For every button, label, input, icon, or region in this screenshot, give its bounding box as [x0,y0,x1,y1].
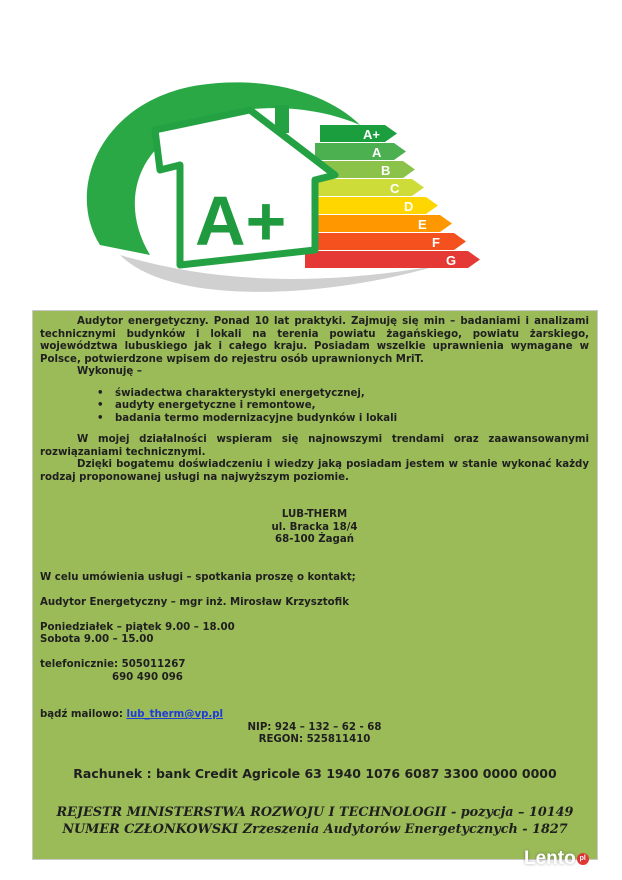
phone-label: telefonicznie: [40,659,122,670]
trends-paragraph: W mojej działalności wspieram się najnowszymi trendami oraz zaawansowanymi rozwiązaniami technicznymi. [40,434,589,458]
email-label: bądź mailowo: [40,709,127,720]
nip-number: NIP: 924 – 132 – 62 - 68 [247,721,382,733]
lento-watermark [524,848,589,870]
phone-line [40,659,589,672]
bank-account: Rachunek : bank Credit Agricole 63 1940 1076 6087 3300 0000 0000 [73,766,557,781]
registry-info [32,804,598,838]
energy-class-logo [60,70,510,300]
house-rating-label: A+ [195,182,287,260]
company-street: ul. Bracka 18/4 [271,521,358,533]
registry-line-2: NUMER CZŁONKOWSKI Zrzeszenia Audytorów Energetycznych - 1827 [62,822,568,837]
email-line [40,709,589,722]
service-item: • audyty energetyczne i remontowe, [115,400,589,413]
services-list [40,388,589,426]
energy-bar [305,215,452,232]
energy-bar-label: D [404,199,414,214]
energy-bar-label: A+ [363,127,380,142]
registry-line-1: REJESTR MINISTERSTWA ROZWOJU I TECHNOLOGII - pozycja – 10149 [56,805,574,820]
experience-paragraph: Dzięki bogatemu doświadczeniu i wiedzy jaką posiadam jestem w stanie wykonać każdy rodzaj proponowanej usługi na najwyższym poziomie. [40,459,589,483]
energy-bar-label: G [446,253,457,268]
company-name: LUB-THERM [281,509,348,520]
energy-bar [315,143,406,160]
phone-number-1[interactable]: 505011267 [121,659,186,670]
service-item: • badania termo modernizacyjne budynków i lokali [115,413,589,426]
watermark-brand: Lento [524,848,576,869]
watermark-suffix: pl [577,853,589,865]
services-heading: Wykonuję – [77,366,142,377]
energy-bar-label: A [372,145,382,160]
hours-weekdays: Poniedziałek – piątek 9.00 – 18.00 [40,621,235,633]
service-item: • świadectwa charakterystyki energetycznej, [115,388,589,401]
phone-number-2[interactable]: 690 490 096 [112,671,183,683]
energy-bar-label: F [432,235,440,250]
auditor-name: Audytor Energetyczny – mgr inż. Mirosław Krzysztofik [40,596,349,608]
company-city: 68-100 Żagań [275,534,354,545]
content-text [40,316,589,747]
energy-rating-bars [305,125,480,268]
energy-bar-label: C [390,181,400,196]
energy-bar [320,125,397,142]
chimney-icon [275,105,289,133]
hours-saturday: Sobota 9.00 – 15.00 [40,634,154,645]
regon-number: REGON: 525811410 [258,734,371,745]
energy-bar-label: B [381,163,391,178]
contact-intro: W celu umówienia usługi – spotkania proszę o kontakt; [40,571,356,583]
energy-bar [305,233,466,250]
energy-bar [305,197,438,214]
intro-paragraph: Audytor energetyczny. Ponad 10 lat praktyki. Zajmuję się min – badaniami i analizami technicznymi budynków i lokali na terenia powiatu żagańskiego, powiatu żarskiego, województwa lubuskiego jak i całego kraju. Posiadam wszelkie uprawnienia wymagane w Polsce, potwierdzone wpisem do rejestru osób uprawnionych MriT. [40,316,589,365]
energy-bar-label: E [418,217,427,232]
email-link[interactable]: lub_therm@vp.pl [126,709,224,720]
